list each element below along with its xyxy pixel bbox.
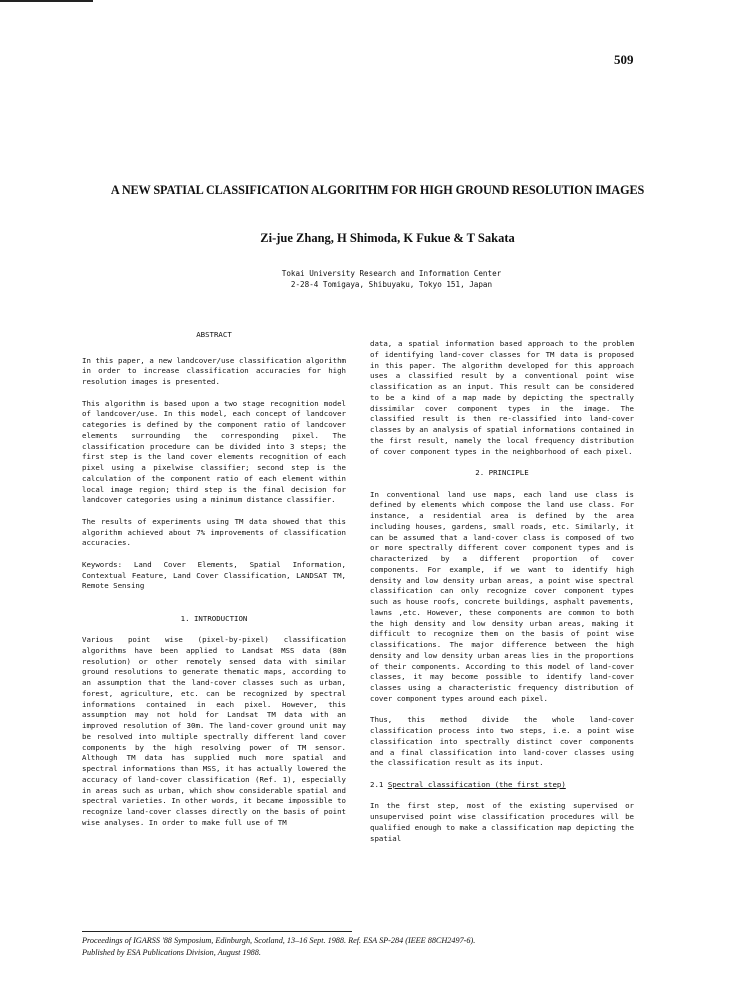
left-column (82, 330, 346, 829)
subsection-heading (370, 780, 634, 791)
introduction-heading: 1. INTRODUCTION (180, 613, 248, 623)
right-column (370, 339, 634, 844)
footnote-publisher: Published by ESA Publications Division, August 1988. (82, 948, 261, 957)
principle-heading: 2. PRINCIPLE (475, 468, 529, 477)
affiliation-line-1: Tokai University Research and Information Center (281, 269, 502, 278)
footnote (82, 935, 682, 959)
keywords: Keywords: Land Cover Elements, Spatial Information, Contextual Feature, Land Cover Classification, LANDSAT TM, Remote Sensing (82, 559, 346, 591)
subsection-paragraph: In the first step, most of the existing supervised or unsupervised point wise classification procedures will be qualified enough to make a classification map depicting the spatial (370, 801, 634, 843)
subsection-number: 2.1 (370, 779, 384, 789)
author-affiliation (0, 268, 755, 290)
abstract-paragraph: The results of experiments using TM data showed that this algorithm achieved about 7% improvements of classification accuracies. (82, 516, 346, 548)
paper-title: A NEW SPATIAL CLASSIFICATION ALGORITHM FOR HIGH GROUND RESOLUTION IMAGES (110, 183, 645, 197)
affiliation-line-2: 2-28-4 Tomigaya, Shibuyaku, Tokyo 151, Japan (290, 280, 493, 289)
footnote-divider (82, 931, 352, 932)
scan-artifact-line (0, 0, 93, 2)
abstract-paragraph: In this paper, a new landcover/use classification algorithm in order to increase classification accuracies for high resolution images is presented. (82, 355, 346, 386)
principle-paragraph: In conventional land use maps, each land use class is defined by elements which compose the land use class. For instance, a residential area is defined by the area including houses, gardens, small roads, etc. Similarly, it can be assumed that a land-cover class is composed of two or more spectrally different cover component types and is characterized by a different proportion of cover components. For example, if we want to identify high density and low density urban areas, a point wise spectral classification can only recognize cover component types such as house roofs, concrete buildings, asphalt pavements, lawns ,etc. However, these components are common to both the high density and low density urban areas, making it difficult to recognize them on the basis of point wise classifications. The major difference between the high density and low density urban areas lies in the proportions of their components. According to this model of land-cover classes, it may become possible to identify land-cover classes using a characteristic frequency distribution of cover component types around each pixel. (370, 489, 634, 703)
introduction-paragraph-continued: data, a spatial information based approach to the problem of identifying land-cover classes for TM data is proposed in this paper. The algorithm developed for this approach uses a classified result by a conventional point wise classification as an input. This result can be considered to be a kind of a map made by depicting the spectrally dissimilar cover component types in the image. The classified result is then re-classified into land-cover classes by an analysis of spatial informations contained in the first result, namely the local frequency distribution of cover component types in the neighborhood of each pixel. (370, 339, 634, 456)
page-number: 509 (614, 52, 634, 67)
principle-paragraph: Thus, this method divide the whole land-cover classification process into two steps, i.e. a point wise classification into spectrally distinct cover components and a final classification into land-cover classes using the classification result as its input. (370, 715, 634, 768)
introduction-paragraph: Various point wise (pixel-by-pixel) classification algorithms have been applied to Landsat MSS data (80m resolution) or other remotely sensed data with similar ground resolutions to generate thematic maps, according to an assumption that the land-cover classes such as urban, forest, agriculture, etc. can be recognized by spectral informations contained in each pixel. However, this assumption may not hold for Landsat TM data with an improved resolution of 30m. The land-cover ground unit may be resolved into multiple spectrally different land cover components by the high resolving power of TM sensor. Although TM data has supplied much more spatial and spectral informations than MSS, it has actually lowered the accuracy of land-cover classification (Ref. 1), especially in areas such as urban, which show considerable spatial and spectral varieties. In other words, it became impossible to recognize land-cover classes directly on the basis of point wise analyses. In order to make full use of TM (82, 635, 346, 827)
abstract-paragraph: This algorithm is based upon a two stage recognition model of landcover/use. In this model, each concept of landcover categories is defined by the component ratio of landcover elements surrounding the corresponding pixel. The classification procedure can be divided into 3 steps; the first step is the land cover elements recognition of each pixel using a pixelwise classifier; second step is the calculation of the component ratio of each element within local image region; third step is the final decision for landcover categories using a minimum distance classifier. (82, 398, 346, 505)
subsection-title: Spectral classification (the first step) (387, 779, 566, 789)
paper-authors: Zi-jue Zhang, H Shimoda, K Fukue & T Sakata (260, 231, 515, 245)
footnote-proceedings: Proceedings of IGARSS '88 Symposium, Edinburgh, Scotland, 13–16 Sept. 1988. Ref. ESA SP-284 (IEEE 88CH2497-6). (82, 936, 476, 945)
abstract-heading: ABSTRACT (196, 330, 232, 339)
